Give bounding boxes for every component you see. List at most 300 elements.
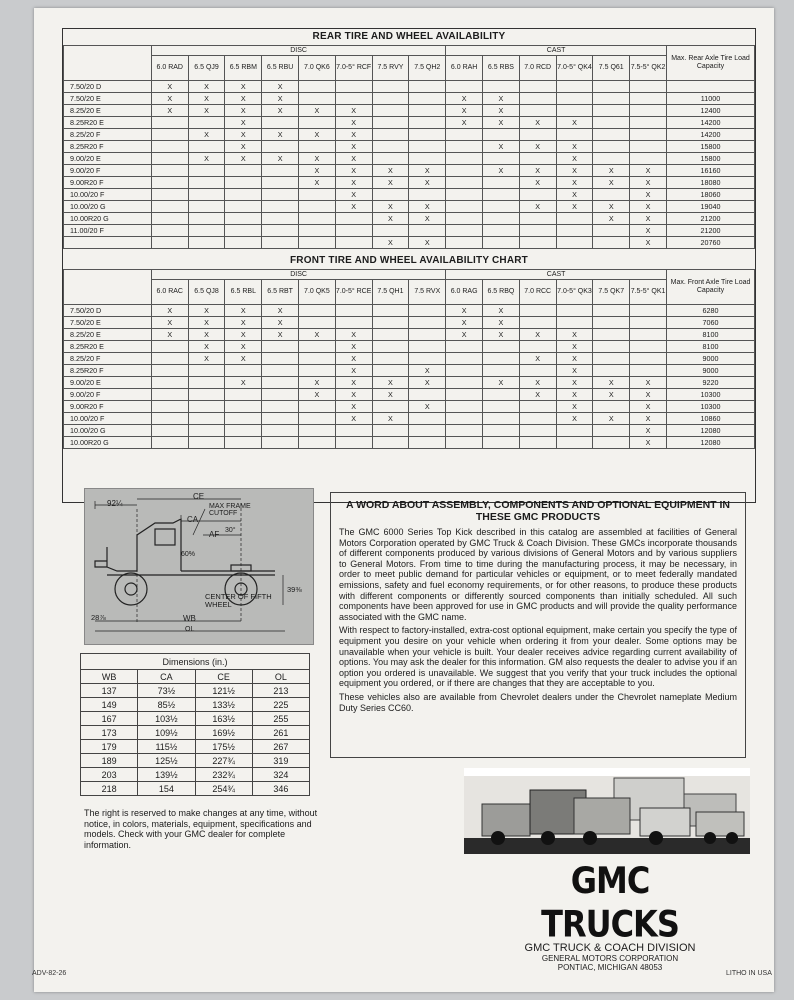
wheel-code-header: 6.5 RBM bbox=[225, 56, 262, 81]
table-row bbox=[64, 341, 755, 353]
availability-cell: X bbox=[262, 317, 299, 329]
load-capacity-cell: 12400 bbox=[667, 105, 755, 117]
availability-cell: X bbox=[593, 177, 630, 189]
availability-cell: X bbox=[519, 165, 556, 177]
dimension-cell: 179 bbox=[81, 740, 138, 754]
availability-cell bbox=[372, 189, 409, 201]
center-fifth-wheel-label: CENTER OF FIFTH WHEEL bbox=[205, 592, 272, 609]
ce-label: CE bbox=[193, 492, 205, 501]
availability-cell bbox=[151, 389, 188, 401]
table-row bbox=[64, 401, 755, 413]
availability-cell bbox=[188, 189, 225, 201]
load-capacity-cell: 15800 bbox=[667, 153, 755, 165]
availability-cell bbox=[151, 165, 188, 177]
availability-cell: X bbox=[299, 165, 336, 177]
availability-cell: X bbox=[299, 153, 336, 165]
availability-cell bbox=[446, 413, 483, 425]
availability-cell: X bbox=[188, 317, 225, 329]
availability-cell: X bbox=[188, 153, 225, 165]
availability-cell: X bbox=[519, 329, 556, 341]
tire-size-cell: 10.00/20 F bbox=[64, 413, 152, 425]
load-capacity-cell: 14200 bbox=[667, 117, 755, 129]
wheel-code-header: 7.0-5° RCF bbox=[335, 56, 372, 81]
wheel-code-header: 7.5 QH2 bbox=[409, 56, 446, 81]
availability-cell: X bbox=[556, 353, 593, 365]
availability-cell: X bbox=[630, 213, 667, 225]
tire-size-cell: 9.00R20 F bbox=[64, 177, 152, 189]
tire-size-cell bbox=[64, 237, 152, 249]
gmc-trucks-logo: GMC TRUCKS bbox=[541, 858, 679, 946]
availability-cell: X bbox=[335, 389, 372, 401]
availability-cell bbox=[630, 129, 667, 141]
load-capacity-cell: 7060 bbox=[667, 317, 755, 329]
load-capacity-cell: 18060 bbox=[667, 189, 755, 201]
availability-cell bbox=[409, 225, 446, 237]
load-capacity-cell: 8100 bbox=[667, 329, 755, 341]
tire-size-cell: 8.25R20 F bbox=[64, 365, 152, 377]
availability-cell: X bbox=[335, 329, 372, 341]
availability-cell: X bbox=[151, 81, 188, 93]
availability-cell: X bbox=[446, 317, 483, 329]
availability-cell bbox=[409, 105, 446, 117]
load-capacity-cell: 10300 bbox=[667, 401, 755, 413]
availability-cell: X bbox=[151, 305, 188, 317]
availability-cell bbox=[593, 353, 630, 365]
availability-cell bbox=[299, 401, 336, 413]
availability-cell: X bbox=[446, 93, 483, 105]
availability-cell bbox=[372, 341, 409, 353]
dimension-cell: 175½ bbox=[195, 740, 252, 754]
availability-cell bbox=[225, 165, 262, 177]
availability-cell bbox=[519, 81, 556, 93]
dimensions-table bbox=[80, 653, 310, 796]
availability-cell: X bbox=[372, 177, 409, 189]
rear-availability-table bbox=[63, 45, 755, 249]
availability-cell bbox=[630, 141, 667, 153]
truck-outline-drawing bbox=[85, 489, 313, 644]
wheel-code-header: 7.0-5° RCE bbox=[335, 280, 372, 305]
height-label: 39⅜ bbox=[287, 585, 302, 594]
availability-cell bbox=[630, 317, 667, 329]
wheel-code-header: 7.5 Q61 bbox=[593, 56, 630, 81]
availability-cell bbox=[409, 153, 446, 165]
availability-cell bbox=[299, 341, 336, 353]
availability-cell: X bbox=[299, 129, 336, 141]
availability-cell bbox=[446, 401, 483, 413]
availability-cell bbox=[262, 201, 299, 213]
availability-cell bbox=[409, 341, 446, 353]
availability-cell bbox=[372, 117, 409, 129]
availability-cell bbox=[519, 93, 556, 105]
availability-cell bbox=[225, 237, 262, 249]
wheel-code-header: 6.0 RAD bbox=[151, 56, 188, 81]
availability-cell bbox=[225, 201, 262, 213]
availability-cell: X bbox=[483, 105, 520, 117]
availability-cell bbox=[188, 389, 225, 401]
availability-cell: X bbox=[372, 389, 409, 401]
availability-cell bbox=[446, 225, 483, 237]
availability-cell: X bbox=[630, 377, 667, 389]
availability-cell: X bbox=[225, 129, 262, 141]
availability-cell bbox=[593, 141, 630, 153]
availability-cell bbox=[335, 317, 372, 329]
availability-cell bbox=[593, 425, 630, 437]
tire-size-cell: 9.00R20 F bbox=[64, 401, 152, 413]
corner-cell bbox=[64, 46, 152, 81]
wheel-code-header: 7.0 QK5 bbox=[299, 280, 336, 305]
availability-cell bbox=[409, 141, 446, 153]
availability-cell: X bbox=[335, 129, 372, 141]
assembly-notice-box bbox=[330, 492, 746, 758]
availability-cell: X bbox=[335, 201, 372, 213]
availability-cell bbox=[151, 177, 188, 189]
availability-cell: X bbox=[225, 141, 262, 153]
availability-cell: X bbox=[630, 425, 667, 437]
wheel-code-header: 6.0 RAH bbox=[446, 56, 483, 81]
availability-cell bbox=[483, 341, 520, 353]
dim-front-label: 28⅞ bbox=[91, 613, 106, 622]
availability-cell bbox=[225, 213, 262, 225]
table-row bbox=[64, 389, 755, 401]
availability-cell: X bbox=[372, 413, 409, 425]
availability-cell bbox=[409, 305, 446, 317]
load-capacity-cell: 9000 bbox=[667, 353, 755, 365]
availability-cell bbox=[151, 341, 188, 353]
litho-notice: LITHO IN USA bbox=[726, 970, 772, 977]
table-row bbox=[64, 153, 755, 165]
availability-cell bbox=[262, 401, 299, 413]
availability-cell bbox=[335, 213, 372, 225]
availability-cell bbox=[188, 425, 225, 437]
availability-cell bbox=[225, 365, 262, 377]
availability-cell bbox=[299, 413, 336, 425]
load-capacity-cell: 9220 bbox=[667, 377, 755, 389]
availability-cell bbox=[225, 413, 262, 425]
availability-cell bbox=[372, 81, 409, 93]
availability-cell bbox=[593, 305, 630, 317]
table-row bbox=[81, 684, 310, 698]
availability-cell bbox=[446, 177, 483, 189]
tire-size-cell: 8.25R20 F bbox=[64, 141, 152, 153]
wheel-code-header: 6.5 QJ8 bbox=[188, 280, 225, 305]
availability-cell: X bbox=[519, 177, 556, 189]
dimension-cell: 213 bbox=[252, 684, 309, 698]
form-code: ADV-82-26 bbox=[32, 970, 67, 977]
availability-cell bbox=[151, 353, 188, 365]
availability-cell bbox=[299, 117, 336, 129]
availability-cell bbox=[556, 437, 593, 449]
availability-cell bbox=[483, 413, 520, 425]
dimension-cell: 169½ bbox=[195, 726, 252, 740]
wheel-code-header: 6.5 RBU bbox=[262, 56, 299, 81]
availability-cell bbox=[299, 81, 336, 93]
availability-cell: X bbox=[262, 93, 299, 105]
availability-cell bbox=[188, 177, 225, 189]
availability-cell: X bbox=[188, 129, 225, 141]
availability-cell: X bbox=[483, 93, 520, 105]
table-row bbox=[64, 329, 755, 341]
table-row bbox=[64, 237, 755, 249]
dimension-cell: 133½ bbox=[195, 698, 252, 712]
availability-cell: X bbox=[372, 201, 409, 213]
availability-cell bbox=[151, 189, 188, 201]
availability-cell: X bbox=[188, 341, 225, 353]
group-header-disc: DISC bbox=[151, 270, 445, 280]
availability-cell bbox=[372, 129, 409, 141]
load-capacity-cell bbox=[667, 81, 755, 93]
tire-size-cell: 8.25/20 E bbox=[64, 329, 152, 341]
tire-size-cell: 10.00/20 G bbox=[64, 201, 152, 213]
availability-cell bbox=[262, 189, 299, 201]
availability-cell bbox=[556, 105, 593, 117]
availability-cell: X bbox=[630, 413, 667, 425]
availability-cell bbox=[446, 141, 483, 153]
availability-cell bbox=[372, 105, 409, 117]
wheel-code-header: 7.0 RCC bbox=[519, 280, 556, 305]
availability-cell: X bbox=[225, 117, 262, 129]
dimensions-column-header: OL bbox=[252, 670, 309, 684]
availability-cell bbox=[483, 437, 520, 449]
dimension-cell: 121½ bbox=[195, 684, 252, 698]
availability-cell: X bbox=[262, 329, 299, 341]
availability-cell bbox=[593, 129, 630, 141]
rear-table-title: REAR TIRE AND WHEEL AVAILABILITY bbox=[312, 31, 506, 42]
availability-cell: X bbox=[519, 389, 556, 401]
availability-cell bbox=[151, 153, 188, 165]
load-capacity-cell: 9000 bbox=[667, 365, 755, 377]
availability-cell bbox=[483, 81, 520, 93]
availability-cell bbox=[593, 153, 630, 165]
availability-cell bbox=[262, 237, 299, 249]
dimension-cell: 109½ bbox=[138, 726, 195, 740]
availability-cell bbox=[630, 81, 667, 93]
availability-cell: X bbox=[556, 329, 593, 341]
table-row bbox=[64, 129, 755, 141]
availability-cell bbox=[225, 425, 262, 437]
availability-cell bbox=[593, 105, 630, 117]
availability-cell bbox=[483, 353, 520, 365]
availability-cell: X bbox=[409, 201, 446, 213]
availability-cell: X bbox=[188, 305, 225, 317]
availability-cell: X bbox=[519, 353, 556, 365]
availability-tables-frame bbox=[62, 28, 756, 503]
availability-cell: X bbox=[593, 413, 630, 425]
load-capacity-cell: 21200 bbox=[667, 213, 755, 225]
availability-cell bbox=[188, 201, 225, 213]
availability-cell: X bbox=[188, 93, 225, 105]
load-capacity-cell: 8100 bbox=[667, 341, 755, 353]
ol-label: OL bbox=[185, 626, 195, 633]
table-row bbox=[64, 413, 755, 425]
wheel-code-header: 6.0 RAG bbox=[446, 280, 483, 305]
wheel-code-header: 7.5 QH1 bbox=[372, 280, 409, 305]
availability-cell bbox=[630, 341, 667, 353]
availability-cell bbox=[519, 153, 556, 165]
availability-cell: X bbox=[556, 153, 593, 165]
availability-cell bbox=[225, 437, 262, 449]
availability-cell: X bbox=[483, 329, 520, 341]
availability-cell bbox=[593, 401, 630, 413]
capacity-header: Max. Rear Axle Tire Load Capacity bbox=[667, 46, 755, 81]
table-row bbox=[64, 189, 755, 201]
availability-cell: X bbox=[483, 305, 520, 317]
truck-dimension-diagram bbox=[84, 488, 314, 645]
division-name: GMC TRUCK & COACH DIVISION bbox=[524, 942, 696, 954]
ca-label: CA bbox=[187, 515, 199, 524]
availability-cell bbox=[446, 81, 483, 93]
wheel-code-header: 6.5 QJ9 bbox=[188, 56, 225, 81]
availability-cell bbox=[483, 153, 520, 165]
availability-cell bbox=[372, 353, 409, 365]
availability-cell bbox=[593, 317, 630, 329]
table-row bbox=[64, 305, 755, 317]
tire-size-cell: 9.00/20 E bbox=[64, 377, 152, 389]
availability-cell bbox=[446, 153, 483, 165]
availability-cell bbox=[519, 129, 556, 141]
load-capacity-cell: 18080 bbox=[667, 177, 755, 189]
availability-cell: X bbox=[483, 117, 520, 129]
availability-cell bbox=[372, 317, 409, 329]
table-row bbox=[81, 712, 310, 726]
load-capacity-cell: 15800 bbox=[667, 141, 755, 153]
corner-cell bbox=[64, 270, 152, 305]
truck-lineup-photo bbox=[464, 768, 750, 854]
availability-cell bbox=[151, 141, 188, 153]
dimension-cell: 232¾ bbox=[195, 768, 252, 782]
availability-cell bbox=[372, 153, 409, 165]
availability-cell bbox=[299, 437, 336, 449]
availability-cell bbox=[483, 129, 520, 141]
wheel-code-header: 7.5-5° QK2 bbox=[630, 56, 667, 81]
availability-cell bbox=[519, 305, 556, 317]
availability-cell: X bbox=[262, 81, 299, 93]
availability-cell bbox=[151, 213, 188, 225]
availability-cell: X bbox=[556, 189, 593, 201]
availability-cell bbox=[630, 93, 667, 105]
corporation-name: GENERAL MOTORS CORPORATION bbox=[541, 954, 679, 963]
availability-cell bbox=[409, 317, 446, 329]
availability-cell bbox=[188, 225, 225, 237]
availability-cell bbox=[188, 365, 225, 377]
availability-cell: X bbox=[225, 81, 262, 93]
dimension-cell: 167 bbox=[81, 712, 138, 726]
availability-cell: X bbox=[446, 305, 483, 317]
availability-cell bbox=[151, 129, 188, 141]
tire-size-cell: 10.00/20 G bbox=[64, 425, 152, 437]
capacity-header: Max. Front Axle Tire Load Capacity bbox=[667, 270, 755, 305]
dimension-cell: 163½ bbox=[195, 712, 252, 726]
availability-cell: X bbox=[262, 105, 299, 117]
availability-cell bbox=[483, 389, 520, 401]
load-capacity-cell: 20760 bbox=[667, 237, 755, 249]
table-row bbox=[64, 141, 755, 153]
availability-cell: X bbox=[630, 165, 667, 177]
dimension-cell: 261 bbox=[252, 726, 309, 740]
wheel-code-header: 6.5 RBT bbox=[262, 280, 299, 305]
table-row bbox=[64, 81, 755, 93]
availability-cell bbox=[446, 129, 483, 141]
wheel-code-header: 7.5 RVY bbox=[372, 56, 409, 81]
tire-size-cell: 9.00/20 E bbox=[64, 153, 152, 165]
table-row bbox=[81, 754, 310, 768]
availability-cell bbox=[483, 201, 520, 213]
availability-cell bbox=[262, 225, 299, 237]
availability-cell: X bbox=[630, 389, 667, 401]
availability-cell: X bbox=[630, 437, 667, 449]
dimension-cell: 189 bbox=[81, 754, 138, 768]
table-row bbox=[64, 353, 755, 365]
availability-cell bbox=[262, 377, 299, 389]
angle-60-label: 60% bbox=[181, 551, 196, 558]
load-capacity-cell: 12080 bbox=[667, 425, 755, 437]
availability-cell: X bbox=[556, 365, 593, 377]
table-row bbox=[64, 377, 755, 389]
dimension-cell: 103½ bbox=[138, 712, 195, 726]
wheel-code-header: 7.5 RVX bbox=[409, 280, 446, 305]
load-capacity-cell: 16160 bbox=[667, 165, 755, 177]
truck-lineup-illustration bbox=[464, 768, 750, 854]
availability-cell bbox=[593, 117, 630, 129]
availability-cell: X bbox=[372, 377, 409, 389]
availability-cell: X bbox=[556, 401, 593, 413]
availability-cell: X bbox=[556, 413, 593, 425]
tire-size-cell: 11.00/20 F bbox=[64, 225, 152, 237]
dimension-cell: 154 bbox=[138, 782, 195, 796]
availability-cell bbox=[151, 117, 188, 129]
brochure-page bbox=[34, 8, 774, 992]
availability-cell bbox=[372, 225, 409, 237]
assembly-notice-paragraph-1: The GMC 6000 Series Top Kick described in this catalog are assembled at facilities of General Motors Corporation operated by GMC Truck & Coach Division. These GMCs incorporate thousands of different components produced by various divisions of General Motors and by various suppliers to General Motors. From time to time during the manufacturing process, it may be necessary, in order to meet public demand for particular vehicles or equipment, or to meet federally mandated emissions, safety and fuel economy requirements, or for other reasons, to produce these products with different components or differently sourced components than initially scheduled. All such components have been approved for use in GMC products and will provide the quality performance associated with the GMC name. bbox=[339, 527, 737, 622]
availability-cell bbox=[299, 353, 336, 365]
availability-cell bbox=[519, 225, 556, 237]
availability-cell: X bbox=[630, 201, 667, 213]
availability-cell bbox=[630, 365, 667, 377]
availability-cell bbox=[483, 189, 520, 201]
availability-cell: X bbox=[299, 377, 336, 389]
availability-cell bbox=[519, 317, 556, 329]
availability-cell bbox=[262, 177, 299, 189]
availability-cell bbox=[446, 389, 483, 401]
availability-cell: X bbox=[151, 105, 188, 117]
dimensions-column-header: CE bbox=[195, 670, 252, 684]
availability-cell bbox=[335, 225, 372, 237]
tire-size-cell: 7.50/20 D bbox=[64, 305, 152, 317]
wheel-code-header: 7.0-5° QK4 bbox=[556, 56, 593, 81]
availability-cell: X bbox=[335, 189, 372, 201]
availability-cell bbox=[335, 81, 372, 93]
dimension-cell: 227¾ bbox=[195, 754, 252, 768]
availability-cell bbox=[299, 305, 336, 317]
availability-cell bbox=[262, 413, 299, 425]
availability-cell bbox=[188, 165, 225, 177]
availability-cell bbox=[299, 141, 336, 153]
tire-size-cell: 9.00/20 F bbox=[64, 389, 152, 401]
dimension-cell: 137 bbox=[81, 684, 138, 698]
availability-cell bbox=[188, 401, 225, 413]
availability-cell bbox=[630, 117, 667, 129]
availability-cell bbox=[409, 81, 446, 93]
availability-cell: X bbox=[151, 317, 188, 329]
availability-cell: X bbox=[409, 401, 446, 413]
availability-cell bbox=[335, 237, 372, 249]
availability-cell: X bbox=[446, 117, 483, 129]
availability-cell bbox=[556, 317, 593, 329]
table-row bbox=[64, 437, 755, 449]
table-row bbox=[64, 177, 755, 189]
availability-cell: X bbox=[556, 201, 593, 213]
availability-cell bbox=[409, 93, 446, 105]
availability-cell: X bbox=[519, 117, 556, 129]
